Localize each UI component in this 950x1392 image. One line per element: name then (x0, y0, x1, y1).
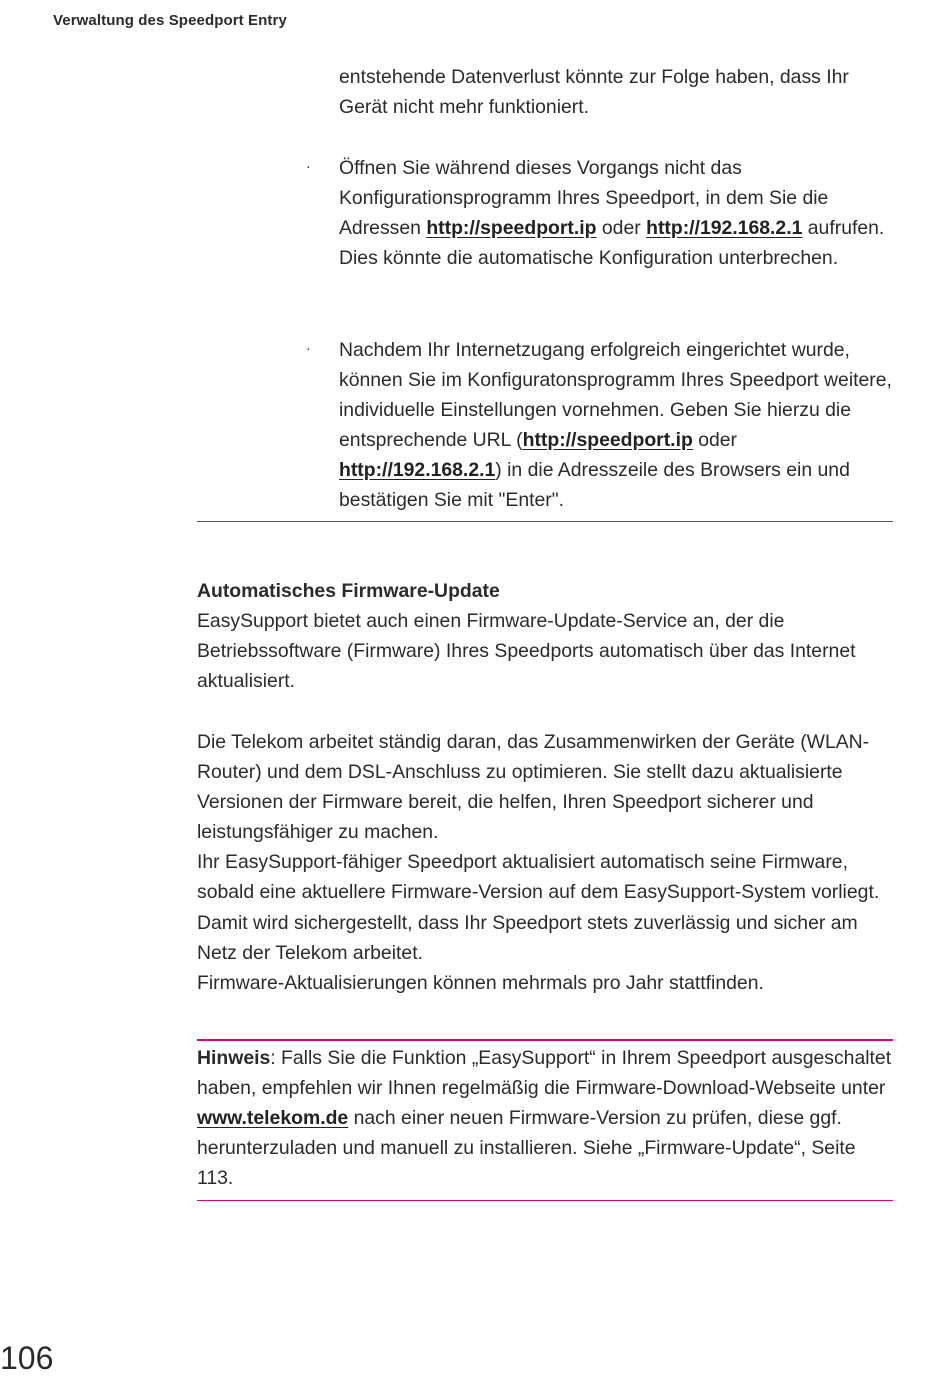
bullet-text-segment: oder (692, 429, 738, 452)
page-number: 106 (0, 1340, 54, 1376)
section-heading: Automatisches Firmware-Update (197, 580, 500, 602)
telekom-website-link[interactable]: www.telekom.de (197, 1107, 349, 1130)
section-paragraph-1: EasySupport bietet auch einen Firmware-Update-Service an, der die Betriebssoftware (Firmware) Ihres Speedports automatisch über das Internet aktualisiert. (197, 610, 856, 693)
note-text-segment: : Falls Sie die Funktion „EasySupport“ in Ihrem Speedport ausgeschaltet haben, empfehlen wir Ihnen regelmäßig die Firmware-Download-Webseite unter (197, 1047, 892, 1100)
bullet-item-2 (300, 335, 900, 516)
speedport-ip-link[interactable]: http://speedport.ip (426, 217, 597, 240)
bullet-text (339, 335, 899, 516)
intro-continuation: entstehende Datenverlust könnte zur Folge haben, dass Ihr Gerät nicht mehr funktioniert. (339, 66, 849, 119)
bullet-text (339, 153, 899, 273)
ip-address-link[interactable]: http://192.168.2.1 (339, 459, 496, 482)
bullet-text-segment: oder (596, 217, 647, 240)
running-header: Verwaltung des Speedport Entry (53, 12, 287, 29)
bullet-item-1 (300, 153, 900, 273)
section-divider (197, 521, 893, 522)
note-text-segment: nach einer neuen Firmware-Version zu prüfen, diese ggf. herunterzuladen und manuell zu installieren. Siehe „Firmware-Update“, Seite 113. (197, 1107, 856, 1190)
firmware-update-section (197, 576, 897, 696)
bullet-text-segment: aufrufen. Dies könnte die automatische Konfiguration unterbrechen. (339, 217, 885, 270)
note-label: Hinweis (197, 1047, 271, 1069)
bullet-text-segment: ) in die Adresszeile des Browsers ein und bestätigen Sie mit "Enter". (339, 459, 850, 512)
paragraph-line: Die Telekom arbeitet ständig daran, das Zusammenwirken der Geräte (WLAN-Router) und dem DSL-Anschluss zu optimieren. Sie stellt dazu aktualisierte Versionen der Firmware bereit, die helfen, Ihren Speedport sicherer und leistungsfähiger zu machen. (197, 731, 870, 844)
bullet-text-segment: Nachdem Ihr Internetzugang erfolgreich eingerichtet wurde, können Sie im Konfiguratonsprogramm Ihres Speedport weitere, individuelle Einstellungen vornehmen. Geben Sie hierzu die entsprechende URL ( (339, 339, 892, 452)
speedport-ip-link[interactable]: http://speedport.ip (522, 429, 693, 452)
bullet-marker: · (306, 158, 311, 174)
section-paragraph-2 (197, 727, 897, 998)
bullet-text-segment: Öffnen Sie während dieses Vorgangs nicht das Konfigurationsprogramm Ihres Speedport, in dem Sie die Adressen (339, 157, 829, 240)
paragraph-line: Ihr EasySupport-fähiger Speedport aktualisiert automatisch seine Firmware, sobald eine aktuellere Firmware-Version auf dem EasySupport-System vorliegt. Damit wird sichergestellt, dass Ihr Speedport stets zuverlässig und sicher am Netz der Telekom arbeitet. (197, 851, 880, 964)
note-top-rule (197, 1039, 893, 1041)
note-box (197, 1043, 897, 1193)
note-bottom-rule (197, 1200, 893, 1201)
bullet-marker: · (306, 340, 311, 356)
paragraph-line: Firmware-Aktualisierungen können mehrmals pro Jahr stattfinden. (197, 971, 764, 994)
ip-address-link[interactable]: http://192.168.2.1 (646, 217, 803, 240)
